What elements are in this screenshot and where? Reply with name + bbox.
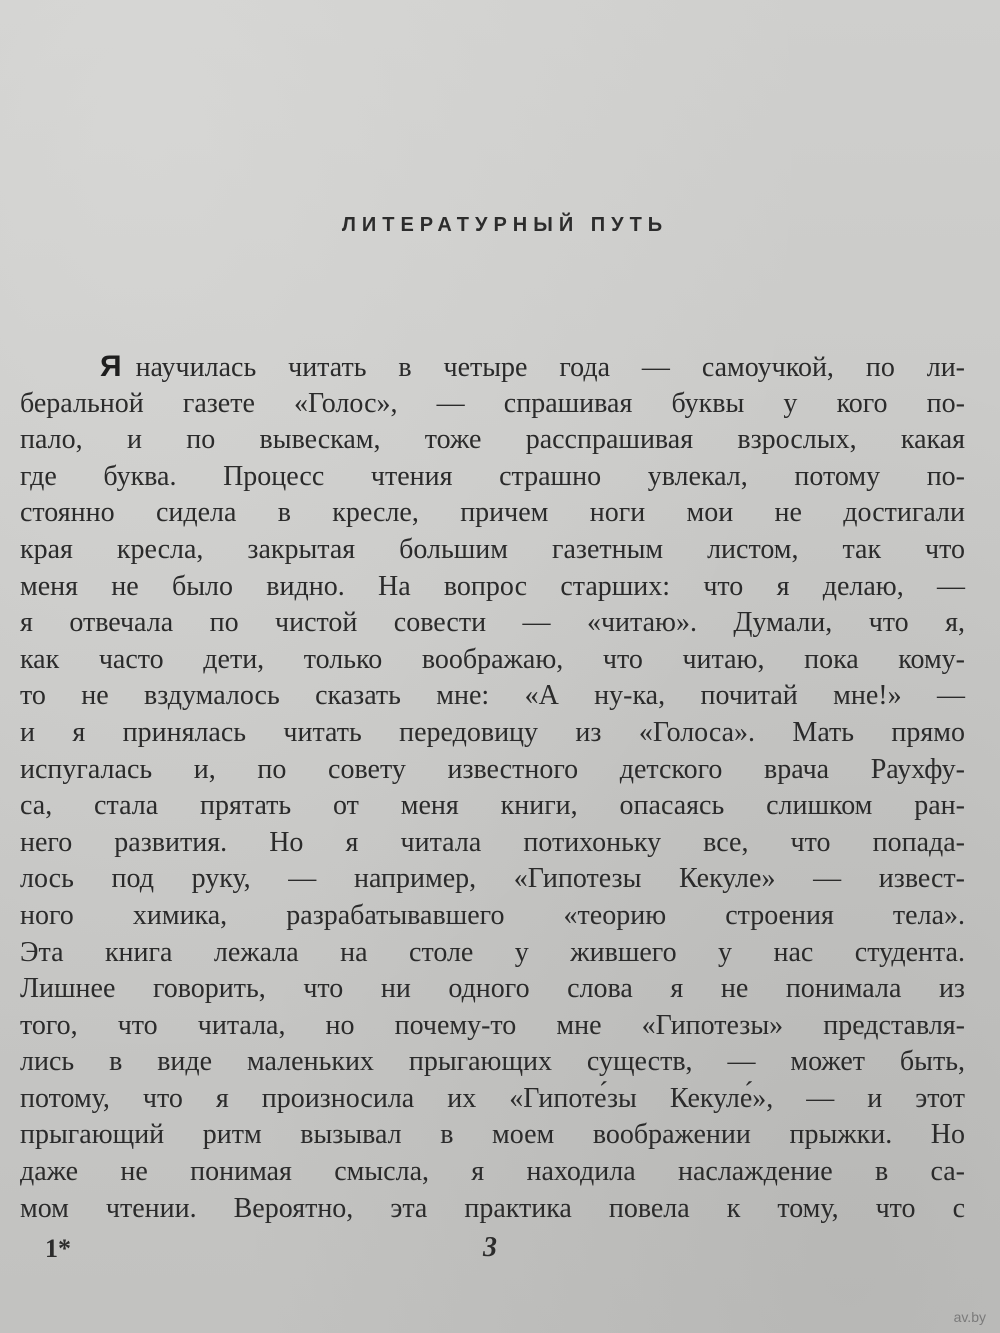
text-line: где буква. Процесс чтения страшно увлекал, потому по- bbox=[20, 460, 965, 492]
text-line: лось под руку, — например, «Гипотезы Кекуле» — извест- bbox=[20, 863, 965, 895]
text-line: потому, что я произносила их «Гипоте́зы Кекуле́», — и этот bbox=[20, 1082, 965, 1114]
drop-cap: Я bbox=[100, 350, 122, 383]
text-line: края кресла, закрытая большим газетным листом, так что bbox=[20, 533, 965, 565]
chapter-title: ЛИТЕРАТУРНЫЙ ПУТЬ bbox=[341, 214, 669, 236]
text-line: прыгающий ритм вызывал в моем воображении прыжки. Но bbox=[20, 1119, 965, 1151]
text-line: того, что читала, но почему-то мне «Гипотезы» представля- bbox=[20, 1009, 965, 1041]
text-line: Лишнее говорить, что ни одного слова я не понимала из bbox=[20, 973, 965, 1005]
watermark: av.by bbox=[953, 1309, 986, 1325]
text-line: са, стала прятать от меня книги, опасаясь слишком ран- bbox=[20, 790, 965, 822]
text-line: мом чтении. Вероятно, эта практика повела к тому, что с bbox=[20, 1192, 965, 1224]
body-text bbox=[20, 349, 965, 1227]
text-line: беральной газете «Голос», — спрашивая буквы у кого по- bbox=[20, 387, 965, 419]
text-line: пало, и по вывескам, тоже расспрашивая взрослых, какая bbox=[20, 424, 965, 456]
text-line: как часто дети, только воображаю, что читаю, пока кому- bbox=[20, 643, 965, 675]
text-line: лись в виде маленьких прыгающих существ, — может быть, bbox=[20, 1046, 965, 1078]
text-line: испугалась и, по совету известного детского врача Раухфу- bbox=[20, 753, 965, 785]
text-line bbox=[20, 349, 965, 386]
text-line: меня не было видно. На вопрос старших: что я делаю, — bbox=[20, 570, 965, 602]
text-line: то не вздумалось сказать мне: «А ну-ка, почитай мне!» — bbox=[20, 680, 965, 712]
text-line: ного химика, разрабатывавшего «теорию строения тела». bbox=[20, 899, 965, 931]
text-line: я отвечала по чистой совести — «читаю». Думали, что я, bbox=[20, 607, 965, 639]
text-line: стоянно сидела в кресле, причем ноги мои не достигали bbox=[20, 497, 965, 529]
text-line: Эта книга лежала на столе у жившего у нас студента. bbox=[20, 936, 965, 968]
text-line: и я принялась читать передовицу из «Голоса». Мать прямо bbox=[20, 716, 965, 748]
page-number: 3 bbox=[483, 1232, 497, 1263]
text-line: даже не понимая смысла, я находила наслаждение в са- bbox=[20, 1156, 965, 1188]
signature-mark: 1* bbox=[45, 1234, 71, 1263]
first-line-text: научилась читать в четыре года — самоучкой, по ли- bbox=[135, 352, 965, 383]
text-line: него развития. Но я читала потихоньку все, что попада- bbox=[20, 826, 965, 858]
